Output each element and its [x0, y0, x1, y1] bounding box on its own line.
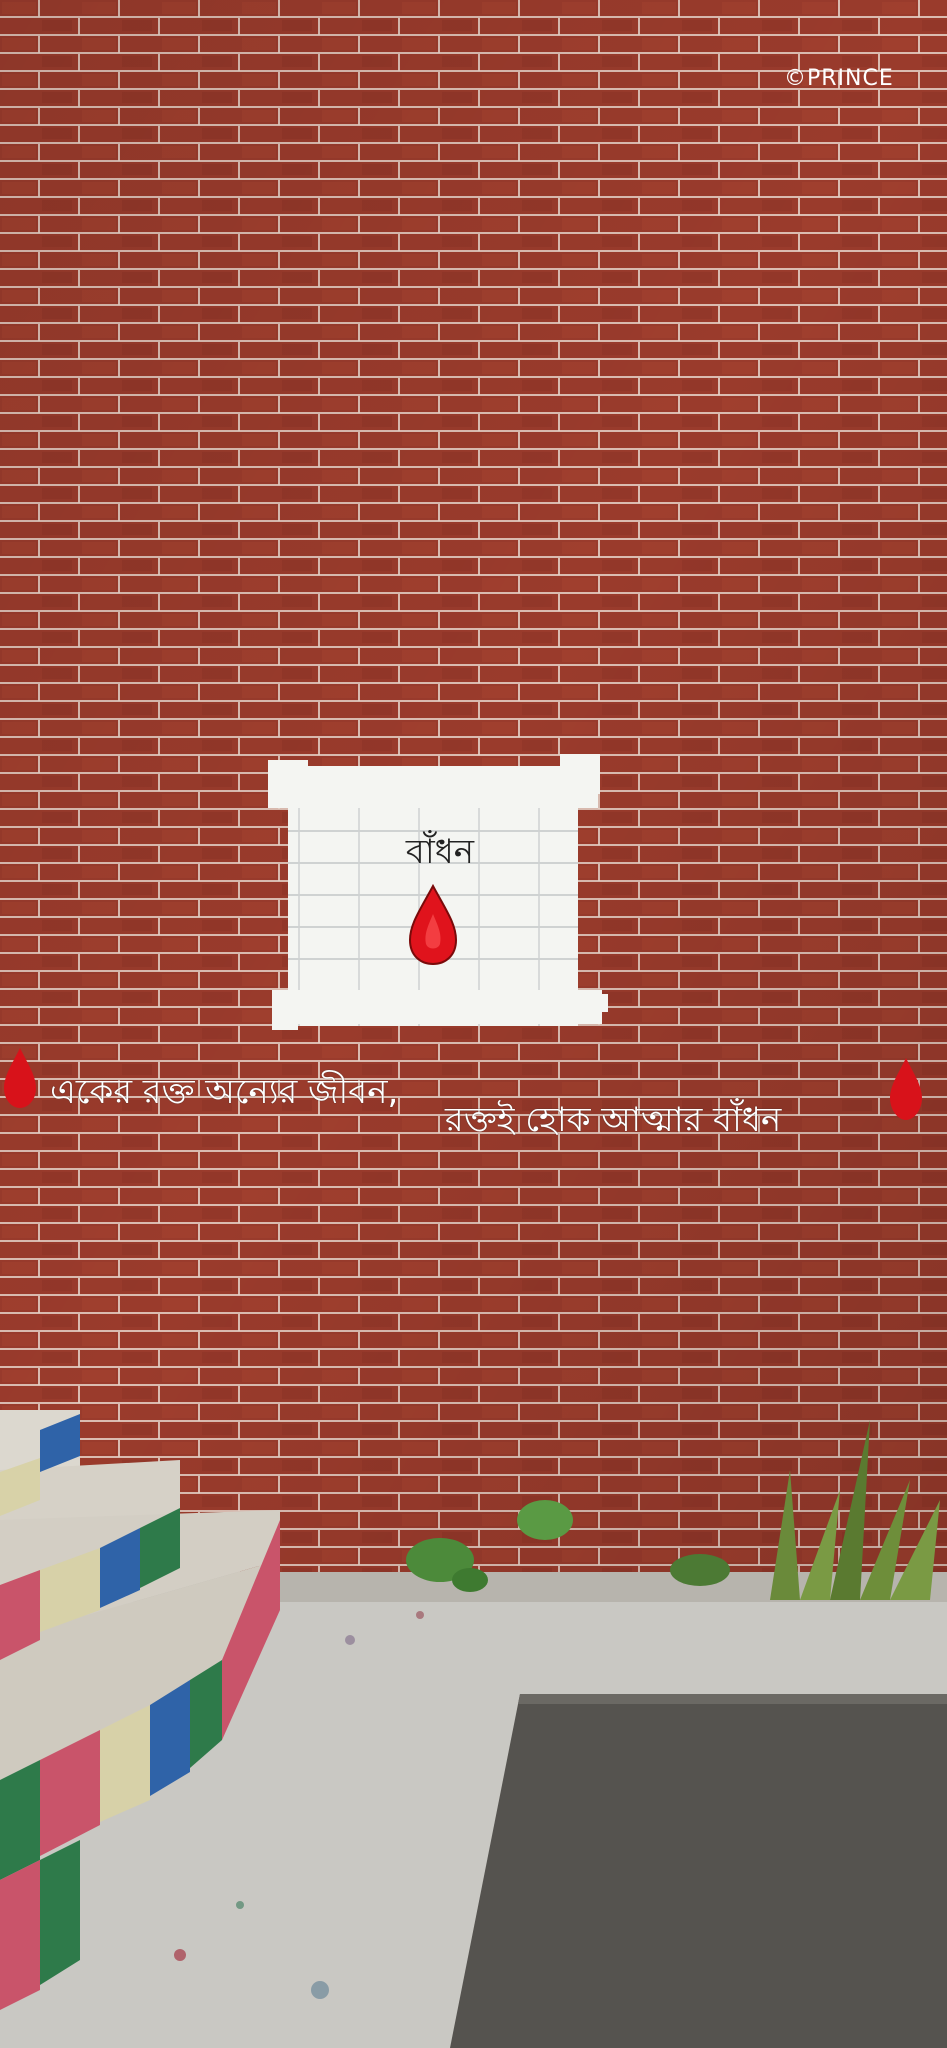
slogan-line-2: রক্তই হোক আত্মার বাঁধন	[445, 1100, 782, 1140]
watermark: ©PRINCE	[784, 66, 894, 91]
slogan-line-1: একের রক্ত অন্যের জীবন,	[50, 1072, 399, 1112]
concrete-slab	[450, 1694, 947, 2048]
sign-panel	[268, 754, 608, 1030]
sign-title: বাঁধন	[405, 832, 475, 872]
